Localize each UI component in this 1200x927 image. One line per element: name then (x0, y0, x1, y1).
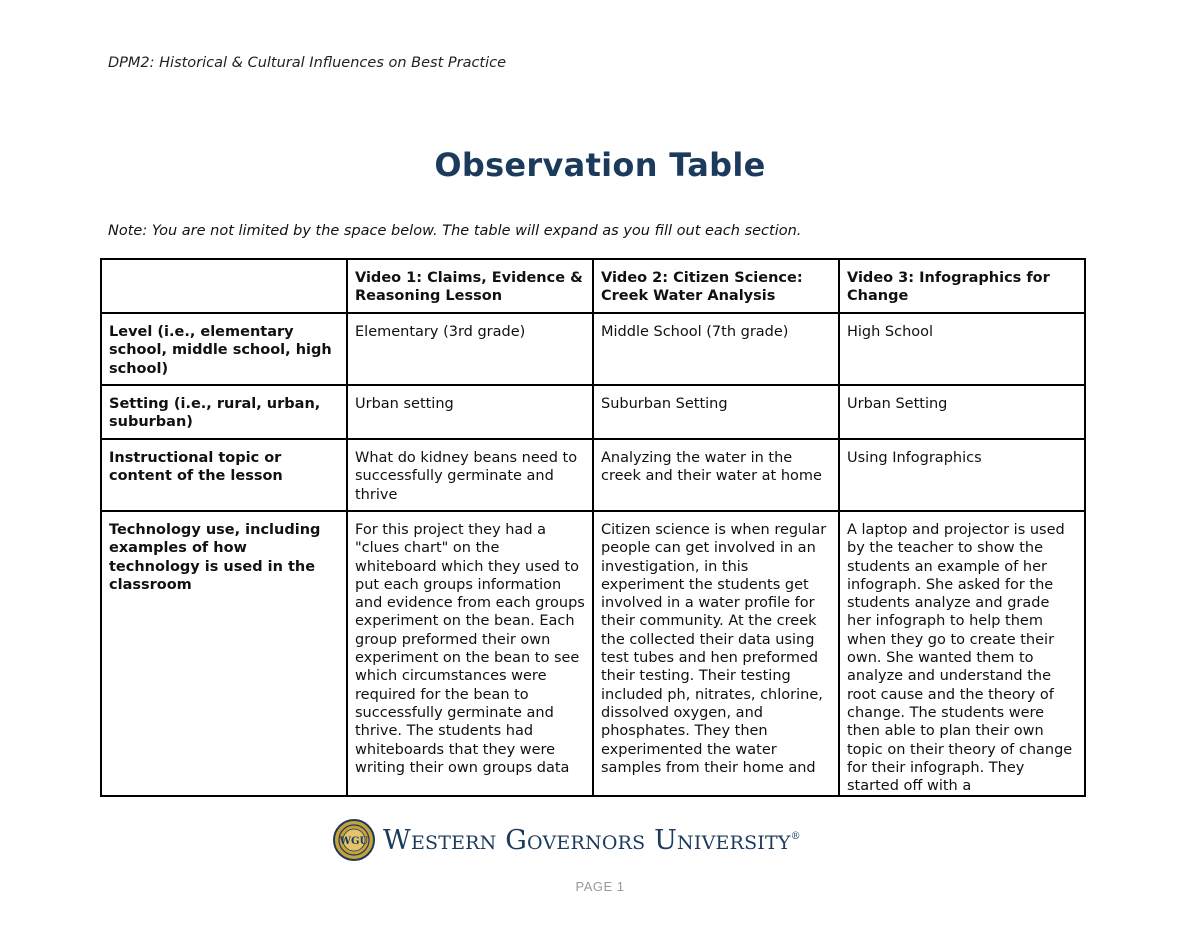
table-row-topic (101, 439, 1085, 511)
table-note: Note: You are not limited by the space below. The table will expand as you fill out each section. (108, 223, 802, 239)
table-cell: Urban setting (347, 385, 593, 439)
table-cell: Using Infographics (839, 439, 1085, 511)
table-cell: Elementary (3rd grade) (347, 313, 593, 385)
wgu-logo (333, 818, 801, 862)
table-cell: Analyzing the water in the creek and their water at home (593, 439, 839, 511)
table-cell: A laptop and projector is used by the teacher to show the students an example of her infograph. She asked for the students analyze and grade her infograph to help them when they go to create their own. She wanted them to analyze and understand the root cause and the theory of change. The students were then able to plan their own topic on their theory of change for their infograph. They started off with a (839, 511, 1085, 796)
table-cell: High School (839, 313, 1085, 385)
table-header-row (101, 259, 1085, 313)
column-header-video-3: Video 3: Infographics for Change (839, 259, 1085, 313)
table-cell: For this project they had a "clues chart" on the whiteboard which they used to put each groups information and evidence from each groups experiment on the bean. Each group preformed their own experiment on the bean to see which circumstances were required for the bean to successfully germinate and thrive. The students had whiteboards that they were writing their own groups data (347, 511, 593, 796)
row-label-technology: Technology use, including examples of how technology is used in the classroom (101, 511, 347, 796)
wgu-seal-icon (333, 819, 375, 861)
table-cell: Urban Setting (839, 385, 1085, 439)
table-header-empty (101, 259, 347, 313)
row-label-level: Level (i.e., elementary school, middle school, high school) (101, 313, 347, 385)
document-header: DPM2: Historical & Cultural Influences on Best Practice (108, 55, 507, 71)
table-cell: Middle School (7th grade) (593, 313, 839, 385)
table-cell: Citizen science is when regular people can get involved in an investigation, in this experiment the students get involved in a water profile for their community. At the creek the collected their data using test tubes and hen preformed their testing. Their testing included ph, nitrates, chlorine, dissolved oxygen, and phosphates. They then experimented the water samples from their home and (593, 511, 839, 796)
row-label-setting: Setting (i.e., rural, urban, suburban) (101, 385, 347, 439)
table-cell: What do kidney beans need to successfully germinate and thrive (347, 439, 593, 511)
table-cell: Suburban Setting (593, 385, 839, 439)
page-title: Observation Table (434, 146, 766, 184)
table-row-level (101, 313, 1085, 385)
row-label-topic: Instructional topic or content of the lesson (101, 439, 347, 511)
table-row-setting (101, 385, 1085, 439)
column-header-video-2: Video 2: Citizen Science: Creek Water Analysis (593, 259, 839, 313)
wgu-wordmark (383, 825, 801, 856)
registered-mark: ® (790, 830, 801, 842)
observation-table (100, 258, 1086, 797)
page-number: PAGE 1 (575, 879, 625, 894)
seal-letters: WGU (339, 836, 369, 847)
column-header-video-1: Video 1: Claims, Evidence & Reasoning Lesson (347, 259, 593, 313)
table-row-technology (101, 511, 1085, 796)
wgu-wordmark-text: Western Governors University (383, 824, 791, 856)
